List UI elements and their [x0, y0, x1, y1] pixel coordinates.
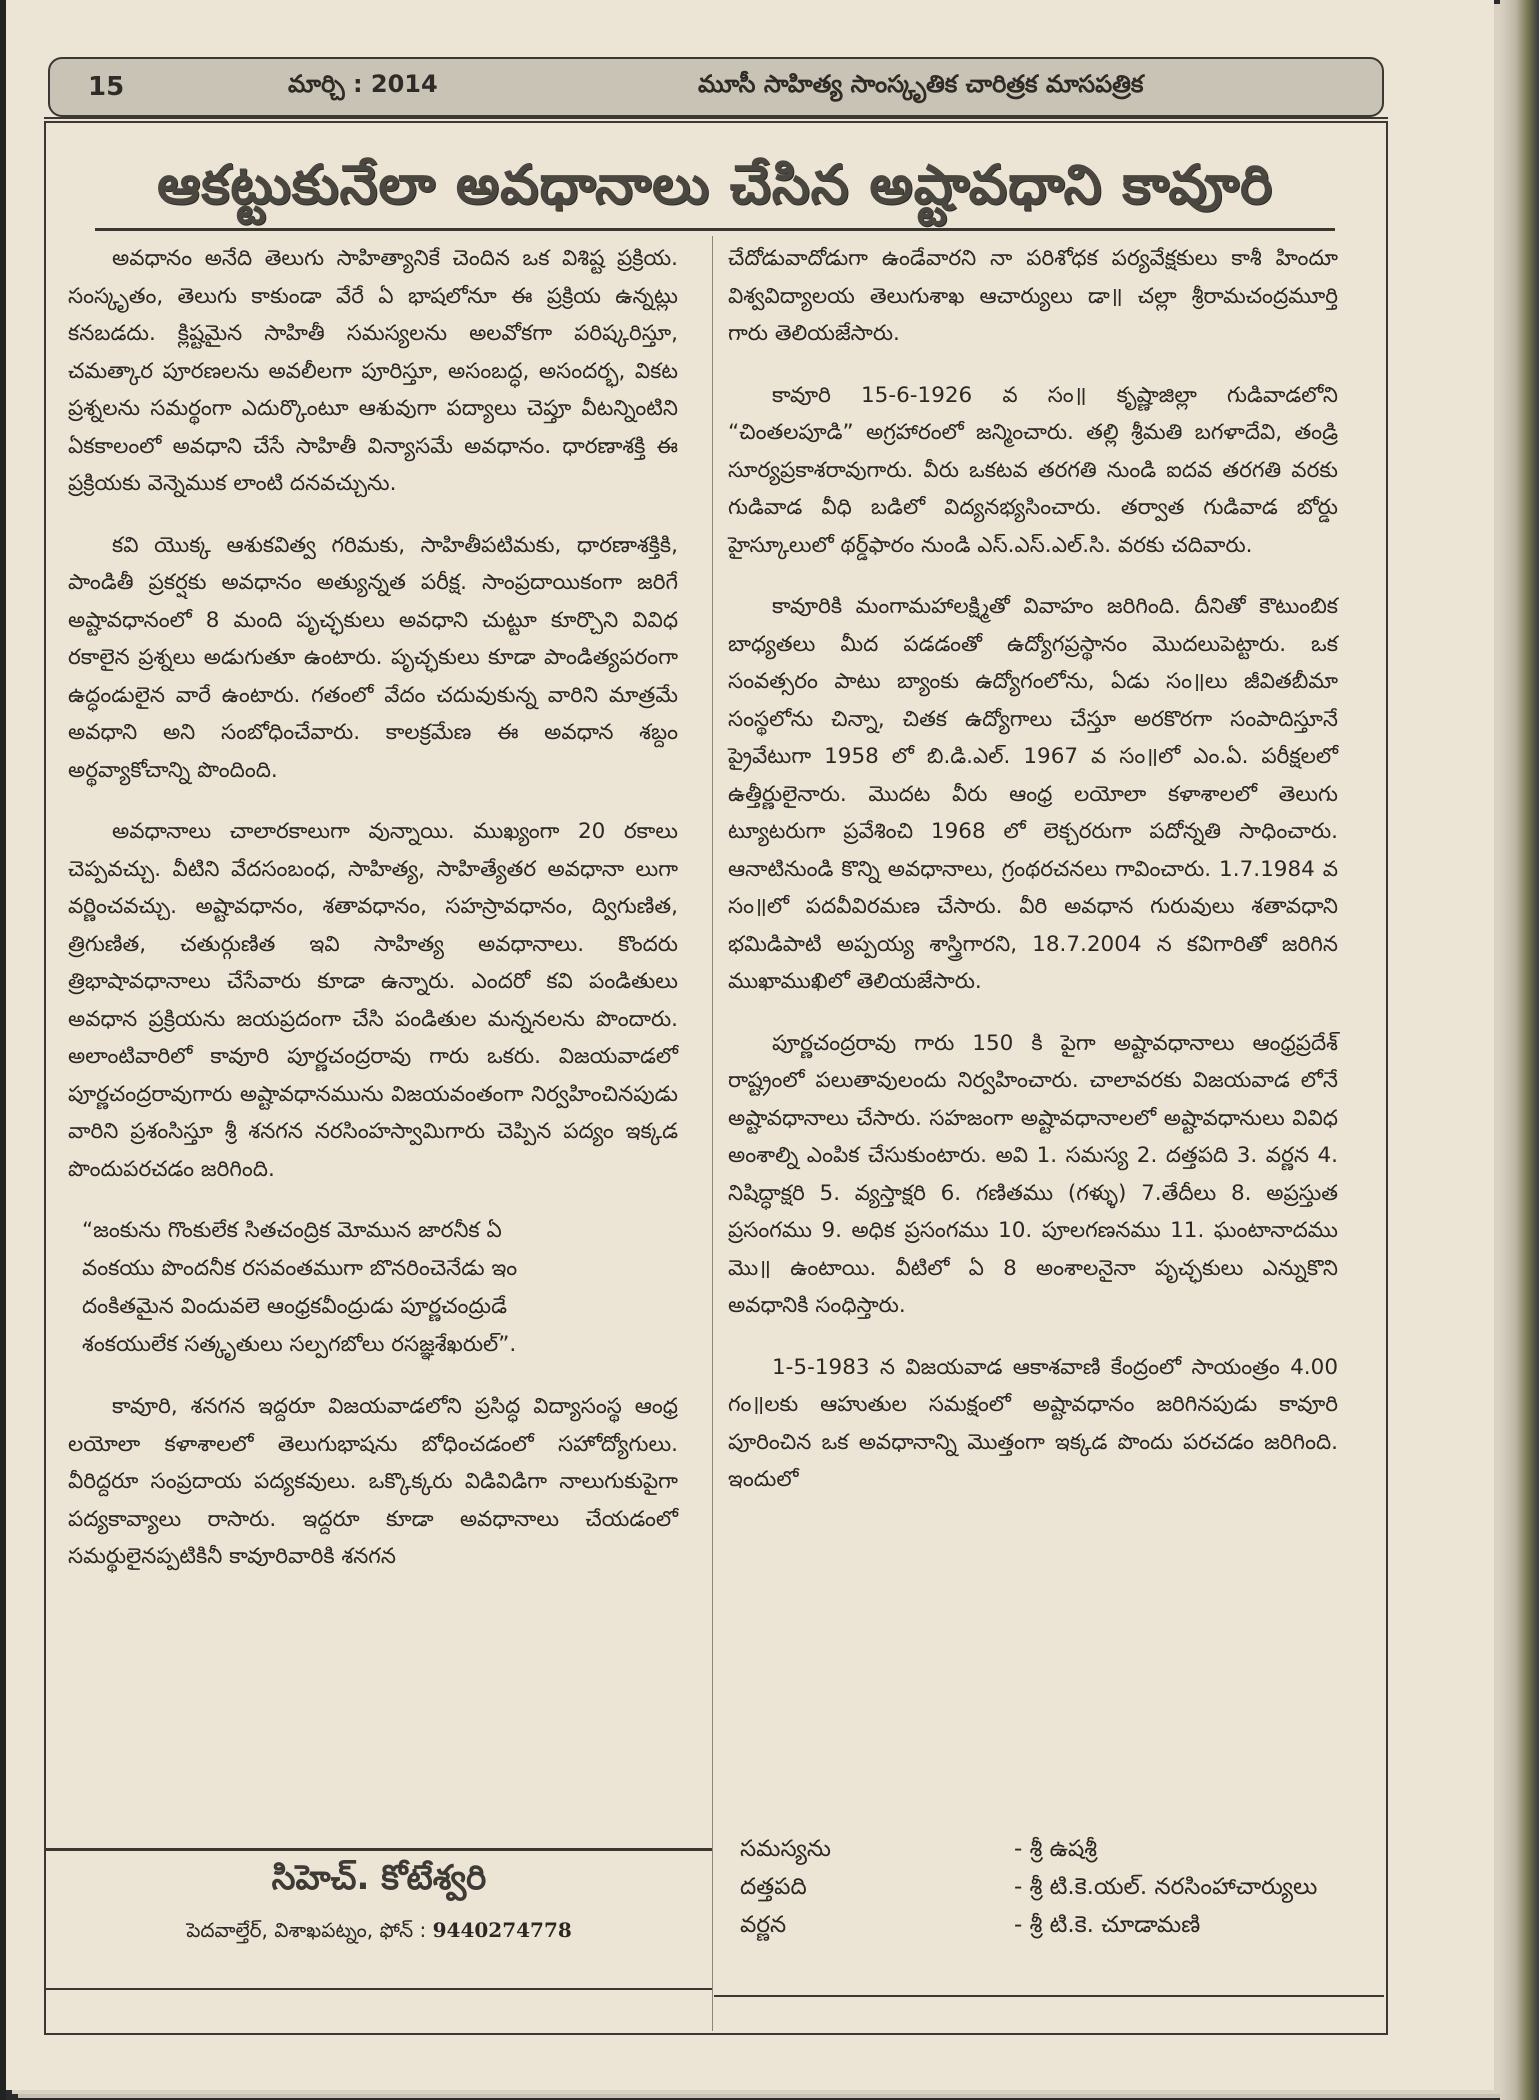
magazine-name: మూసీ సాహిత్య సాంస్కృతిక చారిత్రక మాసపత్రిక [698, 70, 1144, 98]
right-bottom-rule [714, 1995, 1384, 1997]
byline-bottom-rule [46, 1988, 712, 1990]
paragraph: కవి యొక్క ఆశుకవిత్వ గరిమకు, సాహితీపటిమకు, ధారణాశక్తికి, పాండితీ ప్రకర్షకు అవధానం అత్యున్నత పరీక్ష. సాంప్రదాయికంగా జరిగే అష్టావధానంలో 8 మంది పృచ్ఛకులు అవధాని చుట్టూ కూర్చొని వివిధ రకాలైన ప్రశ్నలు అడుగుతూ ఉంటారు. పృచ్ఛకులు కూడా పాండిత్యపరంగా ఉద్ధండులైన వారే ఉంటారు. గతంలో వేదం చదువుకున్న వారిని మాత్రమే అవధాని అని సంబోధించేవారు. కాలక్రమేణ ఈ అవధాన శబ్దం అర్థవ్యాకోచాన్ని పొందింది. [68, 532, 678, 783]
paragraph: అవధానాలు చాలారకాలుగా వున్నాయి. ముఖ్యంగా 20 రకాలు చెప్పవచ్చు. వీటిని వేదసంబంధ, సాహిత్య, సాహిత్యేతర అవధానా లుగా వర్ణించవచ్చు. అష్టావధానం, శతావధానం, సహస్రావధానం, ద్విగుణిత, త్రిగుణిత, చతుర్గుణిత ఇవి సాహిత్య అవధానాలు. కొందరు త్రిభాషావధానాలు చేసేవారు కూడా ఉన్నారు. ఎందరో కవి పండితులు అవధాన ప్రక్రియను జయప్రదంగా చేసి పండితుల మన్ననలను పొందారు. అలాంటివారిలో కావూరి పూర్ణచంద్రరావు గారు ఒకరు. విజయవాడలో పూర్ణచంద్రరావుగారు అష్టావధానమును విజయవంతంగా నిర్వహించినపుడు వారిని ప్రశంసిస్తూ శ్రీ శనగన నరసింహస్వామిగారు చెప్పిన పద్యం ఇక్కడ పొందుపరచడం జరిగింది. [68, 819, 678, 1182]
phone-number: 9440274778 [432, 1918, 572, 1942]
role-label: సమస్యను [740, 1836, 832, 1862]
role-person: - శ్రీ టి.కె.యల్. నరసింహాచార్యులు [1014, 1874, 1318, 1900]
address-text: పెదవాల్తేర్, విశాఖపట్నం, ఫోన్ : [186, 1918, 427, 1942]
paragraph: అవధానం అనేది తెలుగు సాహిత్యానికే చెందిన ఒక విశిష్ట ప్రక్రియ. సంస్కృతం, తెలుగు కాకుండా వేరే ఏ భాషలోనూ ఈ ప్రక్రియ ఉన్నట్లు కనబడదు. క్లిష్టమైన సాహితీ సమస్యలను అలవోకగా పరిష్కరిస్తూ, చమత్కార పూరణలను అవలీలగా పూరిస్తూ, అసంబద్ధ, అసందర్భ, వికట ప్రశ్నలను సమర్థంగా ఎదుర్కొంటూ ఆశువుగా పద్యాలు చెప్తూ వీటన్నింటిని ఏకకాలంలో అవధాని చేసే సాహితీ విన్యాసమే అవధానం. ధారణాశక్తి ఈ ప్రక్రియకు వెన్నెముక లాంటి దనవచ్చును. [68, 246, 678, 496]
poem-line: “జంకును గొంకులేక సితచంద్రిక మోమున జారనీక ఏ [82, 1218, 502, 1243]
article-title: ఆకట్టుకునేలా అవధానాలు చేసిన అష్టావధాని కావూరి [156, 153, 1274, 216]
author-address [46, 1918, 712, 1947]
paragraph: పూర్ణచంద్రరావు గారు 150 కి పైగా అష్టావధానాలు ఆంధ్రప్రదేశ్ రాష్ట్రంలో పలుతావులందు నిర్వహించారు. చాలావరకు విజయవాడ లోనే అష్టావధానాలు చేసారు. సహజంగా అష్టావధానాలలో అష్టావధానులు వివిధ అంశాల్ని ఎంపిక చేసుకుంటారు. అవి 1. సమస్య 2. దత్తపది 3. వర్ణన 4. నిషిద్ధాక్షరి 5. వ్యస్తాక్షరి 6. గణితము (గళ్ళు) 7.తేదీలు 8. అప్రస్తుత ప్రసంగము 9. అధిక ప్రసంగము 10. పూలగణనము 11. ఘంటానాదము మొ॥ ఉంటాయి. వీటిలో ఏ 8 అంశాలనైనా పృచ్ఛకులు ఎన్నుకొని అవధానికి సంధిస్తారు. [728, 1030, 1338, 1318]
author-name: సిహెచ్. కోటేశ్వరి [271, 1858, 487, 1898]
paragraph: కావూరి 15-6-1926 వ సం॥ కృష్ణాజిల్లా గుడివాడలోని “చింతలపూడి” అగ్రహారంలో జన్మించారు. తల్లి శ్రీమతి బగళాదేవి, తండ్రి సూర్యప్రకాశరావుగారు. వీరు ఒకటవ తరగతి నుండి ఐదవ తరగతి వరకు గుడివాడ వీధి బడిలో విద్యనభ్యసించారు. తర్వాత గుడివాడ బోర్డు హైస్కూలులో థర్డ్‌ఫారం నుండి ఎస్.ఎస్.ఎల్.సి. వరకు చదివారు. [728, 382, 1338, 558]
paragraph: కావూరి, శనగన ఇద్దరూ విజయవాడలోని ప్రసిద్ధ విద్యాసంస్థ ఆంధ్ర లయోలా కళాశాలలో తెలుగుభాషను బోధించడంలో సహోద్యోగులు. వీరిద్దరూ సంప్రదాయ పద్యకవులు. ఒక్కొక్కరు విడివిడిగా నాలుగుకుపైగా పద్యకావ్యాలు రాసారు. ఇద్దరూ కూడా అవధానాలు చేయడంలో సమర్థులైనప్పటికినీ కావూరివారికి శనగన [68, 1394, 678, 1569]
issue-date: మార్చి : 2014 [288, 70, 438, 98]
role-row [740, 1906, 1360, 1944]
byline-top-rule [46, 1848, 712, 1851]
role-row [740, 1830, 1360, 1868]
role-row [740, 1868, 1360, 1906]
page-number: 15 [88, 72, 125, 102]
avadhanam-roles-list [740, 1830, 1360, 1944]
column-divider [712, 236, 713, 2031]
paragraph: కావూరికి మంగామహాలక్ష్మితో వివాహం జరిగింది. దీనితో కౌటుంబిక బాధ్యతలు మీద పడడంతో ఉద్యోగప్రస్థానం మొదలుపెట్టారు. ఒక సంవత్సరం పాటు బ్యాంకు ఉద్యోగంలోను, ఏడు సం॥లు జీవితబీమా సంస్థలోను చిన్నా, చితక ఉద్యోగాలు చేస్తూ అరకొరగా సంపాదిస్తూనే ప్రైవేటుగా 1958 లో బి.డి.ఎల్. 1967 వ సం॥లో ఎం.ఏ. పరీక్షలలో ఉత్తీర్ణులైనారు. మొదట వీరు ఆంధ్ర లయోలా కళాశాలలో తెలుగు ట్యూటరుగా ప్రవేశించి 1968 లో లెక్చరరుగా పదోన్నతి సాధించారు. ఆనాటినుండి కొన్ని అవధానాలు, గ్రంథరచనలు గావించారు. 1.7.1984 వ సం॥లో పదవీవిరమణ చేసారు. వీరి అవధాన గురువులు శతావధాని భమిడిపాటి అప్పయ్య శాస్త్రిగారని, 18.7.2004 న కవిగారితో జరిగిన ముఖాముఖిలో తెలియజేసారు. [728, 594, 1338, 994]
stacked-page-edges [1500, 0, 1539, 2100]
poem-line: దంకితమైన విందువలె ఆంధ్రకవీంద్రుడు పూర్ణచంద్రుడే [82, 1294, 507, 1319]
paragraph: చేదోడువాదోడుగా ఉండేవారని నా పరిశోధక పర్యవేక్షకులు కాశీ హిందూ విశ్వవిద్యాలయ తెలుగుశాఖ ఆచార్యులు డా॥ చల్లా శ్రీరామచంద్రమూర్తి గారు తెలియజేసారు. [728, 246, 1339, 346]
role-person: - శ్రీ ఉషశ్రీ [1014, 1836, 1097, 1862]
role-label: దత్తపది [740, 1874, 807, 1900]
poem-line: శంకయులేక సత్కృతులు సల్పగబోలు రసజ్ఞశేఖరుల్”. [82, 1332, 517, 1357]
left-column [68, 240, 678, 1600]
frame-top-rule [44, 117, 1388, 119]
poem-quote [68, 1212, 678, 1364]
poem-line: వంకయు పొందనీక రసవంతముగా బొనరించెనేడు ఇం [82, 1256, 518, 1281]
title-rule [95, 228, 1335, 231]
paragraph: 1-5-1983 న విజయవాడ ఆకాశవాణి కేంద్రంలో సాయంత్రం 4.00 గం॥లకు ఆహుతుల సమక్షంలో అష్టావధానం జరిగినపుడు కావూరి పూరించిన ఒక అవధానాన్ని మొత్తంగా ఇక్కడ పొందు పరచడం జరిగింది. ఇందులో [728, 1354, 1338, 1492]
role-label: వర్ణన [740, 1912, 787, 1938]
right-column [728, 240, 1338, 1523]
running-header [48, 57, 1384, 117]
role-person: - శ్రీ టి.కె. చూడామణి [1014, 1912, 1201, 1938]
